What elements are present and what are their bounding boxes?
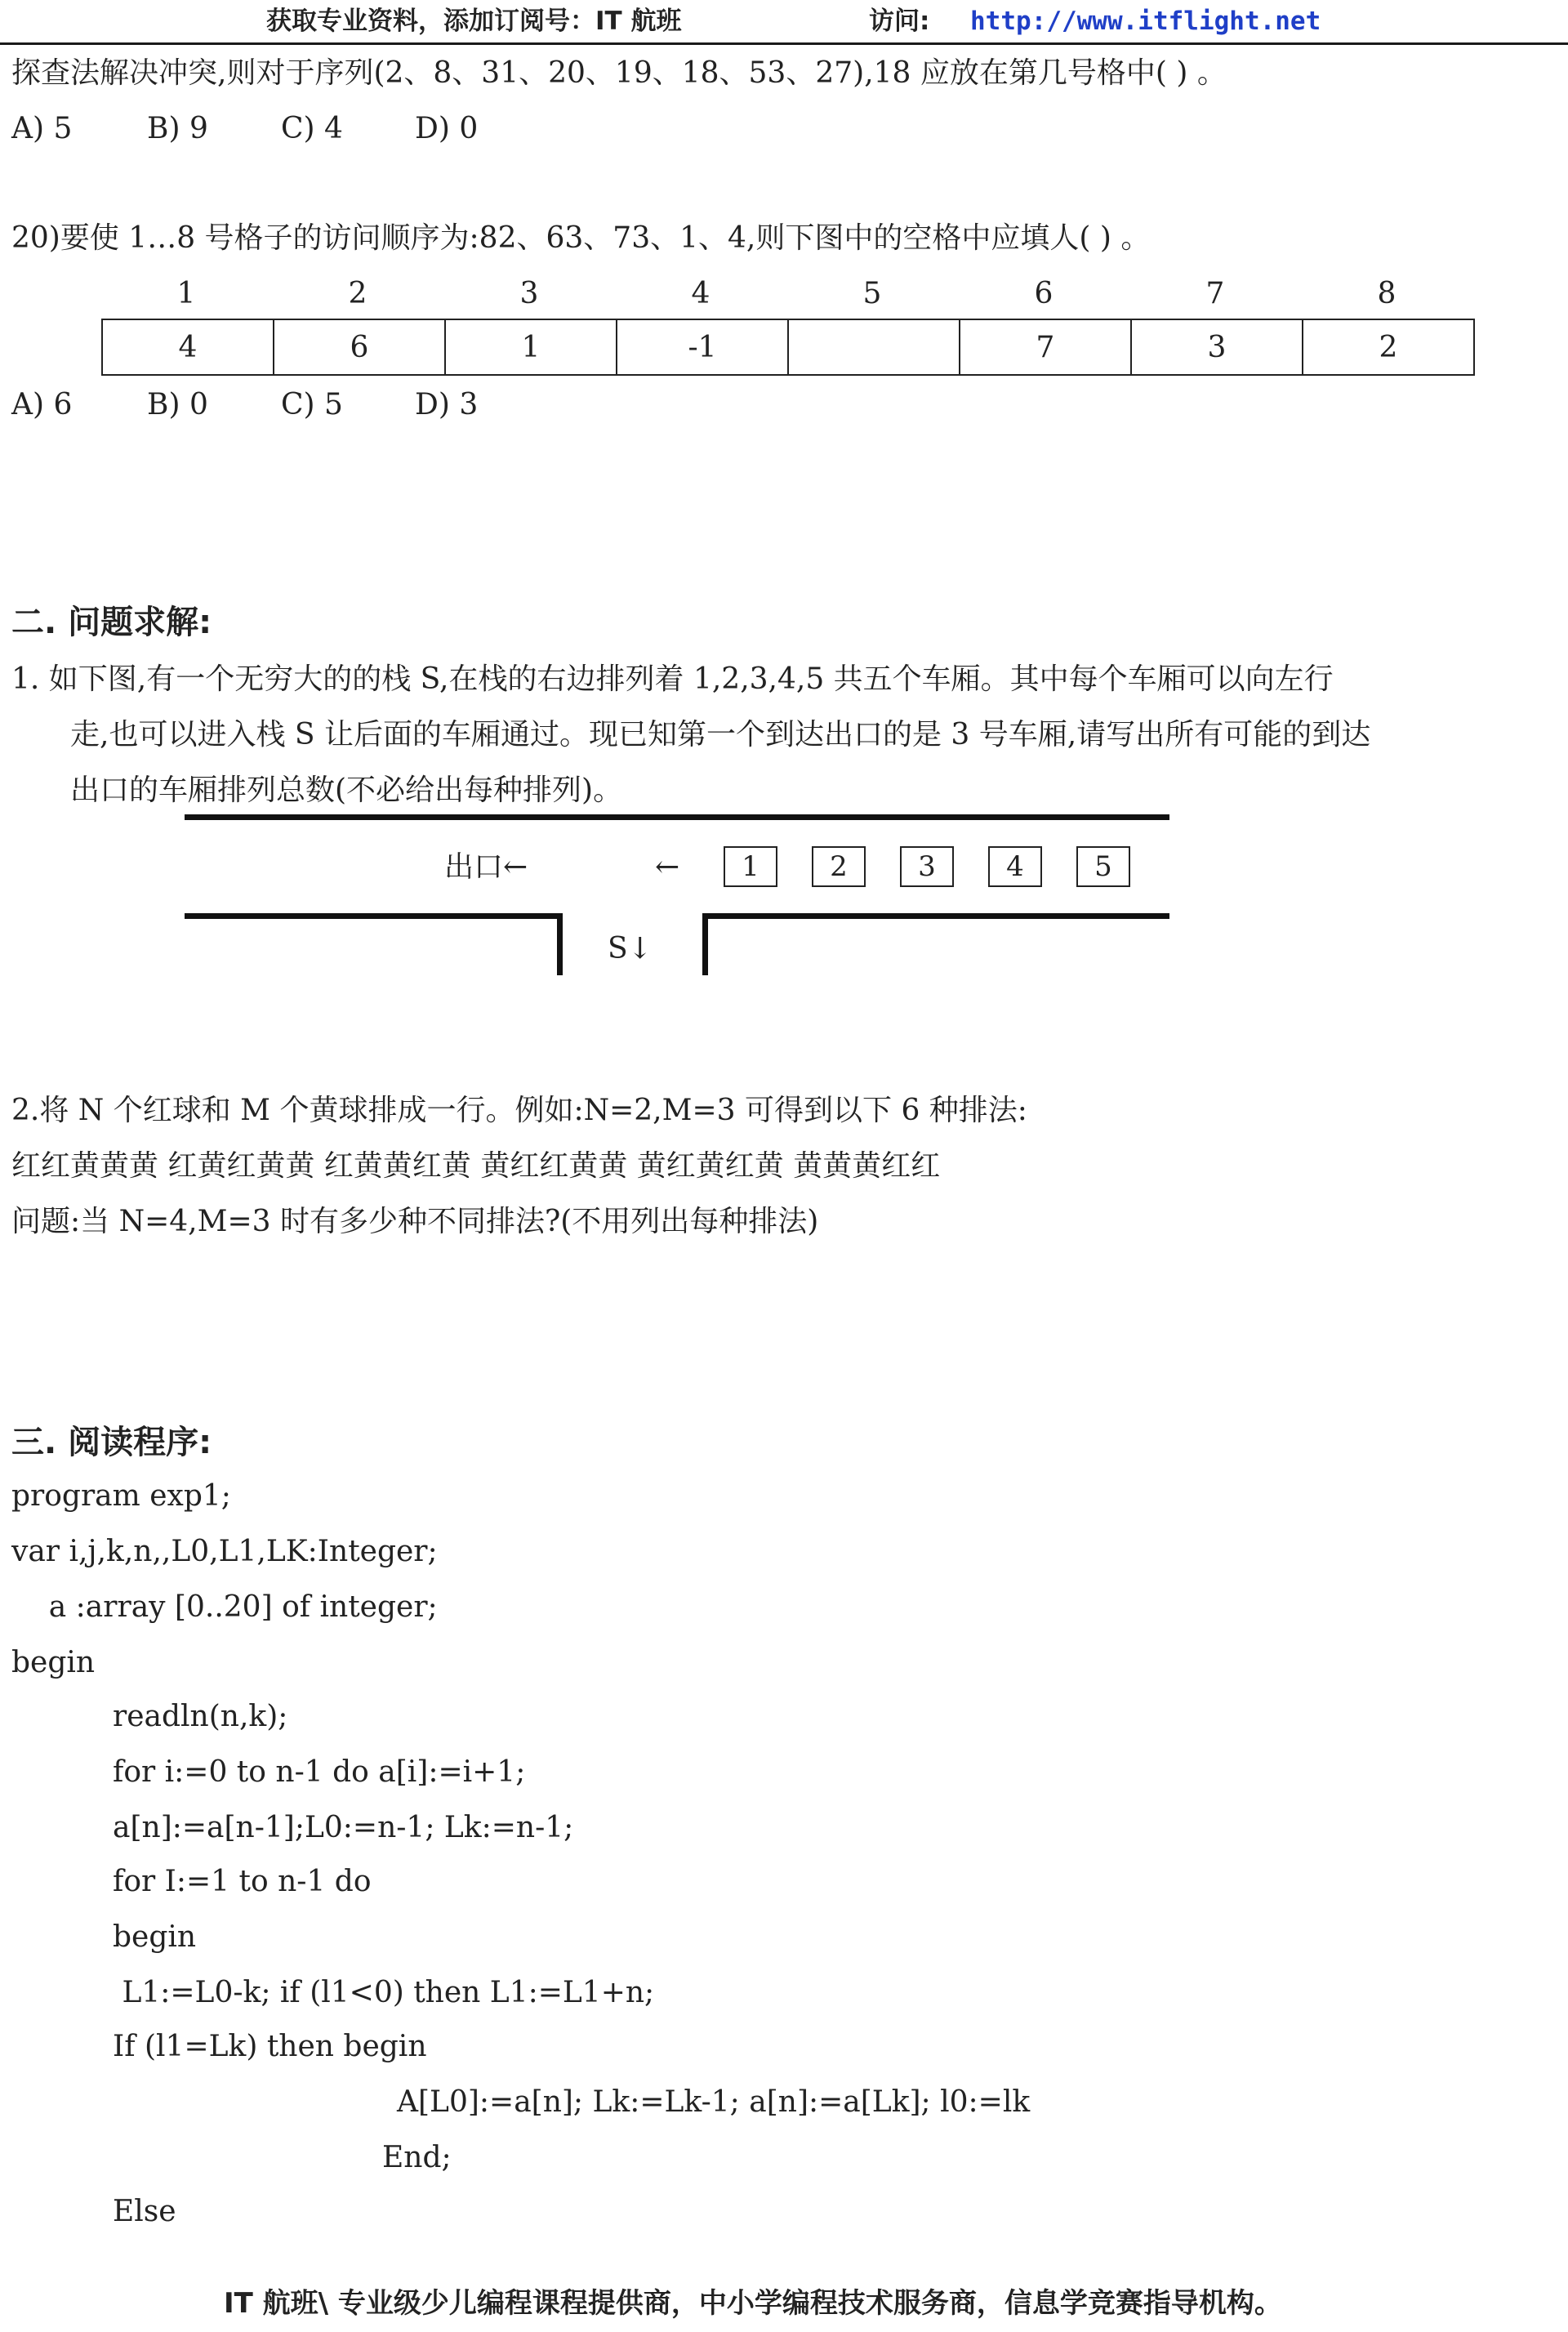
cell-value: 7: [960, 319, 1131, 375]
q20-option-a: A) 6: [11, 388, 73, 421]
cell-value: 2: [1303, 319, 1474, 375]
code-line: for I:=1 to n-1 do: [113, 1865, 372, 1898]
track-bottom-rail-right: [702, 913, 1169, 919]
cell-value: 6: [274, 319, 445, 375]
cell-value: -1: [617, 319, 788, 375]
train-car: 5: [1076, 846, 1130, 887]
header-subscribe: 获取专业资料，添加订阅号：IT 航班: [266, 7, 682, 36]
problem2-examples: 红红黄黄黄 红黄红黄黄 红黄黄红黄 黄红红黄黄 黄红黄红黄 黄黄黄红红: [11, 1149, 941, 1183]
cell-value: 1: [445, 319, 617, 375]
stack-right-wall: [702, 913, 708, 975]
cell-value: 4: [102, 319, 274, 375]
code-line: L1:=L0-k; if (l1<0) then L1:=L1+n;: [113, 1976, 655, 2009]
exit-label: 出口←: [444, 850, 528, 884]
code-line: End;: [382, 2141, 452, 2174]
code-line: A[L0]:=a[n]; Lk:=Lk-1; a[n]:=a[Lk]; l0:=lk: [397, 2085, 1031, 2119]
q19-option-d: D) 0: [415, 112, 479, 145]
cell-index: 6: [1034, 277, 1054, 310]
cell-table: [101, 319, 1475, 376]
track-bottom-rail-left: [185, 913, 562, 919]
cell-value: 3: [1131, 319, 1303, 375]
code-line: a :array [0..20] of integer;: [11, 1590, 438, 1624]
train-car: 4: [988, 846, 1042, 887]
train-car: 3: [900, 846, 954, 887]
q20-option-b: B) 0: [147, 388, 208, 421]
q20-option-d: D) 3: [415, 388, 479, 421]
cell-index: 2: [348, 277, 368, 310]
code-line: Else: [113, 2195, 176, 2228]
code-line: If (l1=Lk) then begin: [113, 2030, 427, 2063]
problem1-line1: 1. 如下图,有一个无穷大的的栈 S,在栈的右边排列着 1,2,3,4,5 共五个车厢。其中每个车厢可以向左行: [11, 662, 1334, 696]
cell-index: 4: [691, 277, 710, 310]
problem1-line3: 出口的车厢排列总数(不必给出每种排列)。: [70, 774, 623, 807]
cell-index: 8: [1377, 277, 1396, 310]
code-line: begin: [113, 1920, 197, 1954]
cell-value-blank: [788, 319, 960, 375]
q20-text: 20)要使 1…8 号格子的访问顺序为:82、63、73、1、4,则下图中的空格中应填人( ) 。: [11, 221, 1151, 255]
code-line: begin: [11, 1646, 96, 1679]
q19-option-c: C) 4: [281, 112, 343, 145]
code-line: for i:=0 to n-1 do a[i]:=i+1;: [113, 1755, 526, 1789]
problem2-line1: 2.将 N 个红球和 M 个黄球排成一行。例如:N=2,M=3 可得到以下 6 种排法:: [11, 1094, 1027, 1127]
section3-title: 三. 阅读程序:: [11, 1424, 212, 1461]
stack-label: S↓: [608, 932, 653, 965]
footer-tagline: IT 航班\ 专业级少儿编程课程提供商，中小学编程技术服务商，信息学竞赛指导机构。: [224, 2287, 1282, 2320]
cell-index: 1: [176, 277, 196, 310]
cell-index: 3: [519, 277, 539, 310]
cell-index: 5: [862, 277, 882, 310]
track-top-rail: [185, 814, 1169, 820]
cell-index: 7: [1205, 277, 1225, 310]
problem1-line2: 走,也可以进入栈 S 让后面的车厢通过。现已知第一个到达出口的是 3 号车厢,请写出所有可能的到达: [70, 718, 1371, 751]
header-visit-label: 访问:: [869, 7, 930, 36]
train-car: 1: [724, 846, 777, 887]
q19-option-a: A) 5: [11, 112, 73, 145]
code-line: program exp1;: [11, 1479, 231, 1513]
header-url-link[interactable]: http://www.itflight.net: [970, 7, 1321, 36]
header-divider: [0, 42, 1568, 45]
code-line: a[n]:=a[n-1];L0:=n-1; Lk:=n-1;: [113, 1811, 574, 1844]
code-line: var i,j,k,n,,L0,L1,LK:Integer;: [11, 1535, 438, 1568]
train-car: 2: [812, 846, 866, 887]
q20-option-c: C) 5: [281, 388, 343, 421]
q19-option-b: B) 9: [147, 112, 208, 145]
section2-title: 二. 问题求解:: [11, 604, 212, 641]
q19-text: 探查法解决冲突,则对于序列(2、8、31、20、19、18、53、27),18 应放在第几号格中( ) 。: [11, 56, 1227, 90]
code-line: readln(n,k);: [113, 1700, 288, 1733]
stack-left-wall: [557, 913, 563, 975]
problem2-question: 问题:当 N=4,M=3 时有多少种不同排法?(不用列出每种排法): [11, 1205, 819, 1238]
left-arrow: ←: [655, 850, 680, 884]
